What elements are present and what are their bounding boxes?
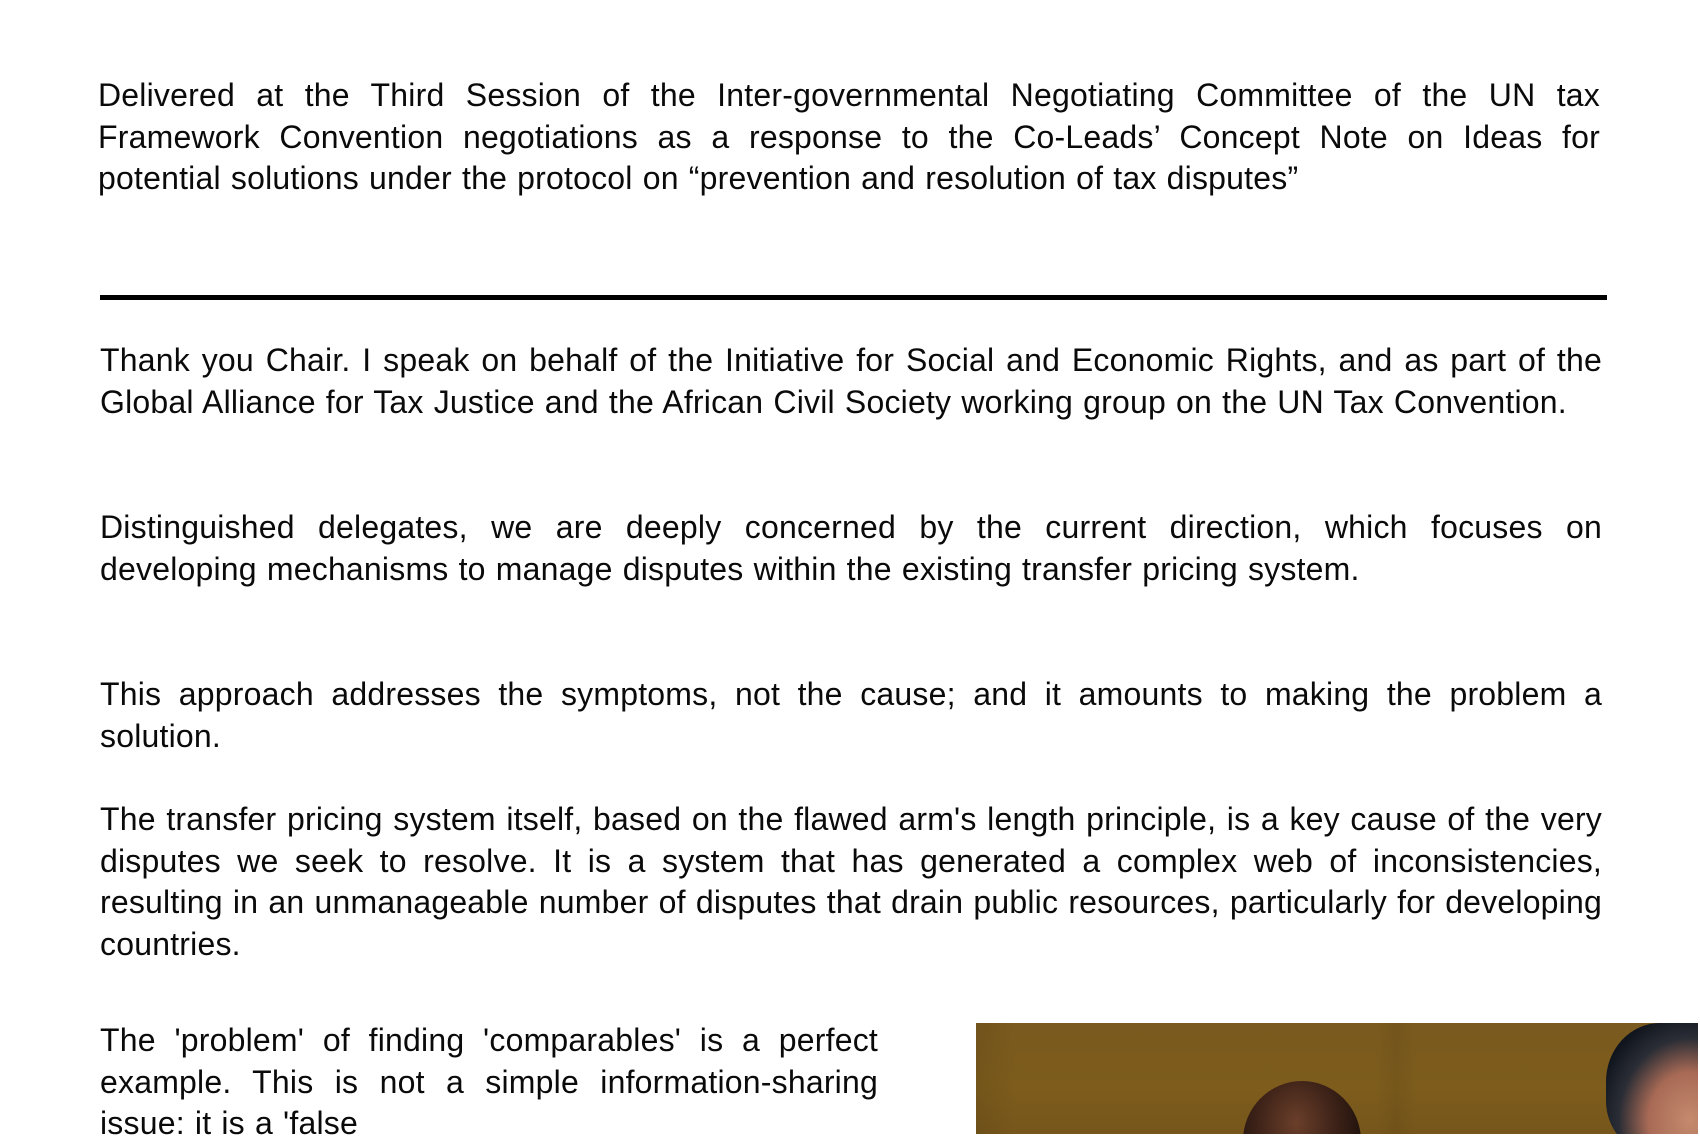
speaker-photo: [976, 1023, 1698, 1134]
background-person-image: [1606, 1023, 1698, 1134]
paragraph-approach: This approach addresses the symptoms, not the cause; and it amounts to making the problem a solution.: [100, 676, 1602, 754]
paragraph-opening: Thank you Chair. I speak on behalf of the Initiative for Social and Economic Rights, and as part of the Global Alliance for Tax Justice and the African Civil Society working group on the UN Tax Convention.: [100, 342, 1602, 420]
document-intro: Delivered at the Third Session of the Inter-governmental Negotiating Committee of the UN tax Framework Convention negotiations as a response to the Co-Leads’ Concept Note on Ideas for potential solutions under the protocol on “prevention and resolution of tax disputes”: [98, 77, 1600, 197]
horizontal-divider: [100, 295, 1607, 300]
speaker-head-image: [1243, 1081, 1361, 1134]
paragraph-concern: Distinguished delegates, we are deeply concerned by the current direction, which focuses on developing mechanisms to manage disputes within the existing transfer pricing system.: [100, 509, 1602, 587]
paragraph-transfer-pricing: The transfer pricing system itself, based on the flawed arm's length principle, is a key cause of the very disputes we seek to resolve. It is a system that has generated a complex web of inconsistencies, resulting in an unmanageable number of disputes that drain public resources, particularly for developing countries.: [100, 801, 1602, 963]
paragraph-comparables: The 'problem' of finding 'comparables' is a perfect example. This is not a simple information-sharing issue: it is a 'false: [100, 1022, 878, 1142]
